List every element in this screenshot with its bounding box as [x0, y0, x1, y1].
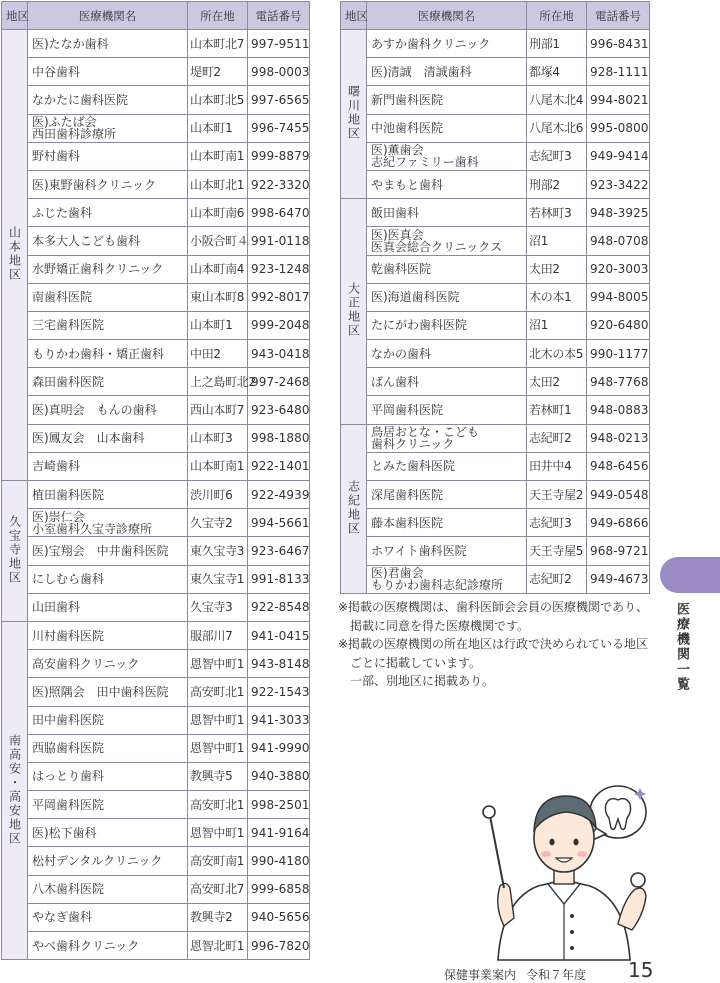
clinic-location: 沼1 — [527, 311, 587, 339]
clinic-location: 西山本町7 — [188, 396, 248, 424]
clinic-location: 北木の本5 — [527, 340, 587, 368]
clinic-name: 飯田歯科 — [367, 199, 527, 227]
area-cell — [341, 199, 367, 425]
clinic-phone: 922-8548 — [248, 593, 310, 621]
table-row — [2, 875, 310, 903]
clinic-name: 医)松下歯科 — [28, 819, 188, 847]
table-row — [2, 311, 310, 339]
clinic-phone: 949-6866 — [587, 509, 650, 537]
clinic-phone: 997-2468 — [248, 368, 310, 396]
clinic-name: ホワイト歯科医院 — [367, 537, 527, 565]
clinic-name: 医)医真会 医真会総合クリニックス — [367, 227, 527, 255]
table-row — [341, 58, 650, 86]
clinic-phone: 920-3003 — [587, 255, 650, 283]
table-row — [2, 791, 310, 819]
clinic-phone: 923-6467 — [248, 537, 310, 565]
table-row — [2, 621, 310, 649]
clinic-phone: 990-1177 — [587, 340, 650, 368]
table-row — [2, 452, 310, 480]
table-row — [2, 819, 310, 847]
table-row — [341, 311, 650, 339]
clinic-phone: 922-1543 — [248, 678, 310, 706]
clinic-phone: 998-1880 — [248, 424, 310, 452]
clinic-phone: 948-0883 — [587, 396, 650, 424]
table-row — [2, 368, 310, 396]
clinic-location: 久宝寺2 — [188, 509, 248, 537]
table-row — [2, 481, 310, 509]
clinic-phone: 923-6480 — [248, 396, 310, 424]
clinic-phone: 948-0213 — [587, 424, 650, 452]
clinic-location: 若林町1 — [527, 396, 587, 424]
clinic-name: なかたに歯科医院 — [28, 86, 188, 114]
table-row — [2, 142, 310, 170]
clinic-phone: 943-8148 — [248, 650, 310, 678]
table-row — [341, 227, 650, 255]
clinic-phone: 948-7768 — [587, 368, 650, 396]
table-row — [341, 30, 650, 58]
table-row — [2, 283, 310, 311]
table-row — [2, 762, 310, 790]
table-row — [341, 340, 650, 368]
clinic-location: 志紀町2 — [527, 565, 587, 593]
clinic-location: 山本町南1 — [188, 452, 248, 480]
table-row — [2, 424, 310, 452]
clinic-location: 東久宝寺1 — [188, 565, 248, 593]
clinic-location: 八尾木北6 — [527, 114, 587, 142]
header-phone: 電話番号 — [587, 2, 650, 30]
clinic-location: 刑部1 — [527, 30, 587, 58]
table-row — [341, 537, 650, 565]
clinic-name: 水野矯正歯科クリニック — [28, 255, 188, 283]
clinic-phone: 922-4939 — [248, 481, 310, 509]
clinic-name: ふじた歯科 — [28, 199, 188, 227]
header-location: 所在地 — [188, 2, 248, 30]
clinic-phone: 949-0548 — [587, 481, 650, 509]
area-cell — [2, 30, 28, 481]
clinic-name: 植田歯科医院 — [28, 481, 188, 509]
area-label: 久宝寺地区 — [7, 514, 22, 585]
note-3: 一部、別地区に掲載あり。 — [350, 674, 495, 688]
clinic-location: 天王寺屋2 — [527, 481, 587, 509]
clinic-name: 森田歯科医院 — [28, 368, 188, 396]
clinic-phone: 940-3880 — [248, 762, 310, 790]
clinic-location: 山本町3 — [188, 424, 248, 452]
note-2: ※掲載の医療機関の所在地区は行政で決められている地区ごとに掲載しています。 — [338, 637, 649, 670]
clinic-location: 沼1 — [527, 227, 587, 255]
clinic-name: やなぎ歯科 — [28, 903, 188, 931]
clinic-phone: 948-6456 — [587, 452, 650, 480]
clinic-name: たにがわ歯科医院 — [367, 311, 527, 339]
clinic-location: 中田2 — [188, 340, 248, 368]
clinic-location: 高安町北1 — [188, 678, 248, 706]
clinic-location: 山本町1 — [188, 311, 248, 339]
clinic-location: 恩智中町1 — [188, 706, 248, 734]
clinic-phone: 992-8017 — [248, 283, 310, 311]
clinic-name: 医)君歯会 もりかわ歯科志紀診療所 — [367, 565, 527, 593]
clinic-phone: 999-6858 — [248, 875, 310, 903]
clinic-name: 藤本歯科医院 — [367, 509, 527, 537]
clinic-phone: 999-8879 — [248, 142, 310, 170]
area-cell — [2, 481, 28, 622]
clinic-name: 中谷歯科 — [28, 58, 188, 86]
clinic-location: 恩智中町1 — [188, 819, 248, 847]
side-title: 医療機関一覧 — [674, 602, 689, 692]
table-row — [341, 396, 650, 424]
header-name: 医療機関名 — [28, 2, 188, 30]
area-label: 南高安・高安地区 — [7, 733, 22, 846]
clinic-phone: 922-3320 — [248, 170, 310, 198]
area-cell — [2, 621, 28, 959]
clinic-name: 医)真明会 もんの歯科 — [28, 396, 188, 424]
table-row — [341, 565, 650, 593]
clinic-location: 太田2 — [527, 368, 587, 396]
clinic-phone: 997-6565 — [248, 86, 310, 114]
table-row — [341, 170, 650, 198]
footer-year: 令和７年度 — [526, 968, 587, 982]
clinic-name: 吉崎歯科 — [28, 452, 188, 480]
clinic-location: 山本町北7 — [188, 30, 248, 58]
clinic-location: 天王寺屋5 — [527, 537, 587, 565]
clinic-phone: 941-0415 — [248, 621, 310, 649]
clinic-name: 医)清誠 清誠歯科 — [367, 58, 527, 86]
clinic-name: 乾歯科医院 — [367, 255, 527, 283]
footer-doc-title: 保健事業案内 — [444, 968, 517, 982]
clinic-phone: 994-8021 — [587, 86, 650, 114]
table-row — [341, 86, 650, 114]
directory-table-left — [1, 1, 310, 960]
table-row — [341, 424, 650, 452]
clinic-name: 田中歯科医院 — [28, 706, 188, 734]
header-name: 医療機関名 — [367, 2, 527, 30]
clinic-location: 山本町北1 — [188, 170, 248, 198]
clinic-phone: 948-0708 — [587, 227, 650, 255]
table-row — [2, 706, 310, 734]
area-label: 志紀地区 — [346, 479, 361, 536]
table-row — [2, 903, 310, 931]
clinic-location: 山本町1 — [188, 114, 248, 142]
table-row — [2, 509, 310, 537]
clinic-name: なかの歯科 — [367, 340, 527, 368]
clinic-name: 西脇歯科医院 — [28, 734, 188, 762]
clinic-phone: 997-9511 — [248, 30, 310, 58]
clinic-location: 都塚4 — [527, 58, 587, 86]
clinic-phone: 996-8431 — [587, 30, 650, 58]
clinic-phone: 995-0800 — [587, 114, 650, 142]
clinic-name: 医)鳳友会 山本歯科 — [28, 424, 188, 452]
clinic-location: 志紀町3 — [527, 509, 587, 537]
table-body-right — [341, 30, 650, 594]
page-number: 15 — [628, 958, 654, 982]
clinic-location: 久宝寺3 — [188, 593, 248, 621]
clinic-phone: 941-3033 — [248, 706, 310, 734]
clinic-phone: 949-9414 — [587, 142, 650, 170]
table-row — [341, 255, 650, 283]
table-row — [2, 396, 310, 424]
table-row — [341, 199, 650, 227]
table-row — [2, 678, 310, 706]
clinic-name: 医)薫歯会 志紀ファミリー歯科 — [367, 142, 527, 170]
table-header-row — [2, 2, 310, 30]
clinic-phone: 998-2501 — [248, 791, 310, 819]
clinic-phone: 928-1111 — [587, 58, 650, 86]
clinic-location: 小阪合町４ — [188, 227, 248, 255]
clinic-name: あすか歯科クリニック — [367, 30, 527, 58]
table-row — [341, 368, 650, 396]
clinic-location: 木の本1 — [527, 283, 587, 311]
table-row — [341, 509, 650, 537]
header-location: 所在地 — [527, 2, 587, 30]
footer — [444, 966, 586, 983]
area-cell — [341, 424, 367, 593]
table-row — [341, 283, 650, 311]
clinic-location: 太田2 — [527, 255, 587, 283]
clinic-phone: 941-9164 — [248, 819, 310, 847]
table-row — [2, 847, 310, 875]
clinic-location: 東山本町8 — [188, 283, 248, 311]
clinic-location: 教興寺5 — [188, 762, 248, 790]
clinic-location: 渋川町6 — [188, 481, 248, 509]
clinic-location: 山本町北5 — [188, 86, 248, 114]
clinic-location: 教興寺2 — [188, 903, 248, 931]
clinic-name: とみた歯科医院 — [367, 452, 527, 480]
table-row — [2, 114, 310, 142]
clinic-location: 東久宝寺3 — [188, 537, 248, 565]
clinic-location: 田井中4 — [527, 452, 587, 480]
clinic-name: 三宅歯科医院 — [28, 311, 188, 339]
clinic-phone: 949-4673 — [587, 565, 650, 593]
clinic-location: 八尾木北4 — [527, 86, 587, 114]
clinic-phone: 991-0118 — [248, 227, 310, 255]
clinic-location: 刑部2 — [527, 170, 587, 198]
note-1: ※掲載の医療機関は、歯科医師会会員の医療機関であり、掲載に同意を得た医療機関です。 — [338, 600, 649, 633]
clinic-location: 志紀町3 — [527, 142, 587, 170]
header-phone: 電話番号 — [248, 2, 310, 30]
table-row — [2, 340, 310, 368]
table-row — [2, 565, 310, 593]
clinic-phone: 994-8005 — [587, 283, 650, 311]
table-body-left — [2, 30, 310, 960]
header-area: 地区 — [341, 2, 367, 30]
clinic-phone: 943-0418 — [248, 340, 310, 368]
clinic-phone: 920-6480 — [587, 311, 650, 339]
clinic-name: 中池歯科医院 — [367, 114, 527, 142]
clinic-phone: 968-9721 — [587, 537, 650, 565]
table-row — [2, 199, 310, 227]
clinic-name: やべ歯科クリニック — [28, 932, 188, 960]
clinic-name: 山田歯科 — [28, 593, 188, 621]
tooth-bubble-icon — [588, 786, 646, 842]
clinic-phone: 923-3422 — [587, 170, 650, 198]
clinic-name: 医)崇仁会 小室歯科久宝寺診療所 — [28, 509, 188, 537]
clinic-phone: 922-1401 — [248, 452, 310, 480]
clinic-phone: 996-7820 — [248, 932, 310, 960]
clinic-name: 新門歯科医院 — [367, 86, 527, 114]
clinic-location: 恩智中町1 — [188, 734, 248, 762]
area-label: 曙川地区 — [346, 85, 361, 142]
clinic-location: 山本町南6 — [188, 199, 248, 227]
table-row — [341, 452, 650, 480]
clinic-name: 医)東野歯科クリニック — [28, 170, 188, 198]
table-row — [2, 170, 310, 198]
dentist-illustration — [468, 776, 658, 960]
clinic-location: 若林町3 — [527, 199, 587, 227]
clinic-location: 高安町南1 — [188, 847, 248, 875]
clinic-name: 医)たなか歯科 — [28, 30, 188, 58]
clinic-phone: 999-2048 — [248, 311, 310, 339]
clinic-location: 服部川7 — [188, 621, 248, 649]
header-area: 地区 — [2, 2, 28, 30]
clinic-location: 高安町北1 — [188, 791, 248, 819]
clinic-name: やまもと歯科 — [367, 170, 527, 198]
table-header-row — [341, 2, 650, 30]
clinic-name: 高安歯科クリニック — [28, 650, 188, 678]
clinic-name: はっとり歯科 — [28, 762, 188, 790]
table-row — [2, 255, 310, 283]
clinic-phone: 990-4180 — [248, 847, 310, 875]
clinic-name: 八木歯科医院 — [28, 875, 188, 903]
table-row — [341, 114, 650, 142]
table-row — [2, 734, 310, 762]
clinic-phone: 948-3925 — [587, 199, 650, 227]
table-row — [2, 86, 310, 114]
clinic-name: 深尾歯科医院 — [367, 481, 527, 509]
clinic-location: 山本町南1 — [188, 142, 248, 170]
clinic-location: 恩智中町1 — [188, 650, 248, 678]
table-row — [2, 58, 310, 86]
area-cell — [341, 30, 367, 199]
table-row — [341, 481, 650, 509]
clinic-location: 堤町2 — [188, 58, 248, 86]
clinic-name: 医)海道歯科医院 — [367, 283, 527, 311]
clinic-name: 平岡歯科医院 — [367, 396, 527, 424]
table-row — [341, 142, 650, 170]
clinic-name: 医)照隅会 田中歯科医院 — [28, 678, 188, 706]
notes — [338, 598, 656, 691]
clinic-phone: 991-8133 — [248, 565, 310, 593]
directory-table-right — [340, 1, 650, 594]
clinic-name: ばん歯科 — [367, 368, 527, 396]
side-tab-marker — [660, 557, 720, 593]
clinic-location: 上之島町北2 — [188, 368, 248, 396]
table-row — [2, 593, 310, 621]
table-row — [2, 650, 310, 678]
table-row — [2, 30, 310, 58]
clinic-phone: 998-6470 — [248, 199, 310, 227]
clinic-phone: 996-7455 — [248, 114, 310, 142]
clinic-location: 高安町北7 — [188, 875, 248, 903]
clinic-name: 川村歯科医院 — [28, 621, 188, 649]
table-row — [2, 932, 310, 960]
clinic-name: にしむら歯科 — [28, 565, 188, 593]
clinic-phone: 941-9990 — [248, 734, 310, 762]
clinic-name: 医)ふたば会 西田歯科診療所 — [28, 114, 188, 142]
clinic-phone: 994-5661 — [248, 509, 310, 537]
clinic-phone: 923-1248 — [248, 255, 310, 283]
clinic-name: もりかわ歯科・矯正歯科 — [28, 340, 188, 368]
clinic-location: 志紀町2 — [527, 424, 587, 452]
clinic-phone: 998-0003 — [248, 58, 310, 86]
clinic-location: 恩智北町1 — [188, 932, 248, 960]
clinic-name: 平岡歯科医院 — [28, 791, 188, 819]
clinic-name: 鳥居おとな・こども 歯科クリニック — [367, 424, 527, 452]
table-row — [2, 537, 310, 565]
table-row — [2, 227, 310, 255]
clinic-name: 野村歯科 — [28, 142, 188, 170]
clinic-location: 山本町南4 — [188, 255, 248, 283]
clinic-name: 医)宝翔会 中井歯科医院 — [28, 537, 188, 565]
clinic-name: 南歯科医院 — [28, 283, 188, 311]
area-label: 山本地区 — [7, 226, 22, 282]
clinic-phone: 940-5656 — [248, 903, 310, 931]
area-label: 大正地区 — [346, 282, 361, 339]
clinic-name: 本多大人こども歯科 — [28, 227, 188, 255]
clinic-name: 松村デンタルクリニック — [28, 847, 188, 875]
